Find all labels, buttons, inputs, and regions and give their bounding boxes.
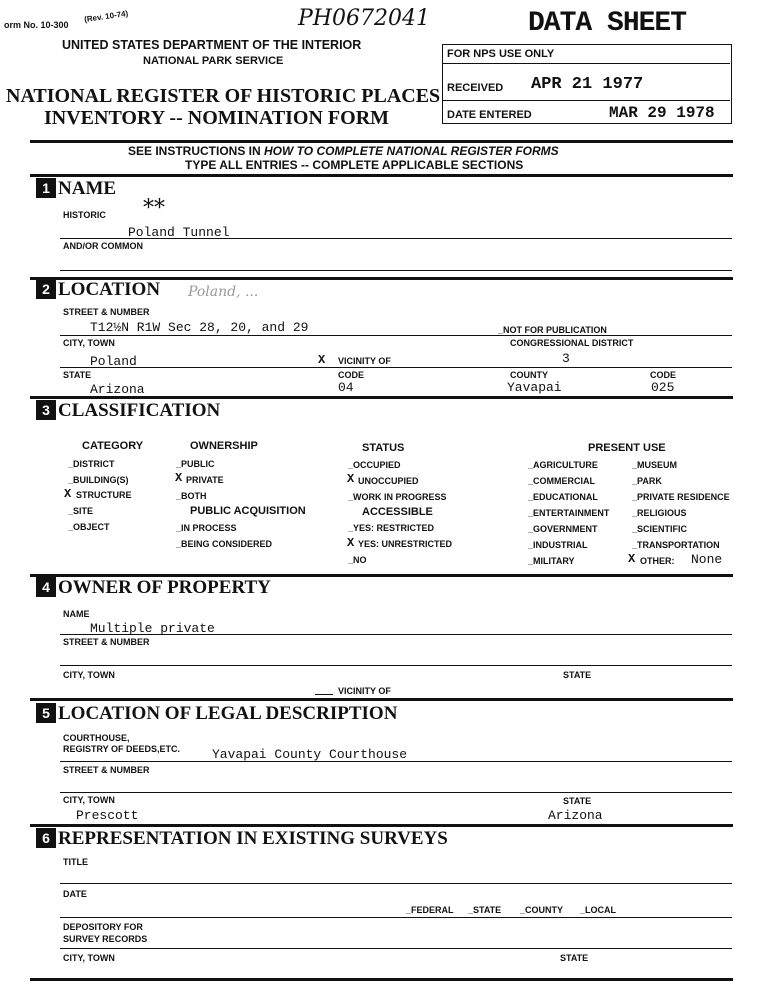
section-number: 5 (36, 703, 56, 723)
survey-records-label: SURVEY RECORDS (63, 934, 148, 944)
registry-of-deeds-label: REGISTRY OF DEEDS,ETC. (63, 744, 181, 754)
instructions-prefix: SEE INSTRUCTIONS IN (128, 144, 265, 158)
use-other-value[interactable]: None (691, 552, 723, 567)
owner-name-label: NAME (63, 609, 90, 619)
instructions-line2: TYPE ALL ENTRIES -- COMPLETE APPLICABLE SECTIONS (185, 158, 524, 172)
unoccupied-checkmark[interactable]: X (347, 472, 355, 486)
category-heading: CATEGORY (82, 440, 144, 452)
owner-street-label: STREET & NUMBER (63, 637, 150, 647)
section-3-heading (36, 400, 220, 422)
legal-city-label: CITY, TOWN (63, 795, 115, 805)
historic-label: HISTORIC (63, 210, 106, 220)
category-site[interactable]: _SITE (68, 506, 94, 516)
field-line (60, 270, 732, 271)
owner-city-label: CITY, TOWN (63, 670, 115, 680)
vicinity-blank[interactable] (315, 694, 333, 695)
status-heading: STATUS (362, 442, 405, 454)
status-work-in-progress[interactable]: _WORK IN PROGRESS (348, 492, 447, 502)
section-title: OWNER OF PROPERTY (58, 577, 271, 598)
street-number-value[interactable]: T12½N R1W Sec 28, 20, and 29 (90, 320, 309, 335)
category-buildings[interactable]: _BUILDING(S) (68, 475, 129, 485)
private-checkmark[interactable]: X (175, 471, 183, 485)
instructions-guide-title: HOW TO COMPLETE NATIONAL REGISTER FORMS (264, 144, 559, 158)
field-line (60, 761, 732, 762)
county-label: COUNTY (510, 370, 548, 380)
vicinity-of-label: VICINITY OF (338, 356, 391, 366)
section-1-heading (36, 178, 116, 200)
unrestricted-checkmark[interactable]: X (347, 536, 355, 550)
street-number-label: STREET & NUMBER (63, 307, 150, 317)
ownership-public[interactable]: _PUBLIC (176, 459, 215, 469)
survey-date-label: DATE (63, 889, 87, 899)
field-line (60, 367, 732, 368)
present-use-heading: PRESENT USE (588, 442, 666, 454)
state-label: STATE (63, 370, 92, 380)
legal-state-label: STATE (563, 796, 592, 806)
use-agriculture[interactable]: _AGRICULTURE (528, 460, 598, 470)
level-county[interactable]: _COUNTY (520, 905, 564, 915)
other-checkmark[interactable]: X (628, 552, 636, 566)
field-line (60, 238, 732, 239)
county-code-label: CODE (650, 370, 677, 380)
section-number: 6 (36, 828, 56, 848)
use-private-residence[interactable]: _PRIVATE RESIDENCE (632, 492, 730, 502)
form-revision: (Rev. 10-74) (83, 8, 129, 25)
use-government[interactable]: _GOVERNMENT (528, 524, 598, 534)
city-town-value[interactable]: Poland (90, 354, 137, 369)
divider (30, 698, 733, 701)
ownership-heading: OWNERSHIP (190, 440, 258, 452)
department-name: UNITED STATES DEPARTMENT OF THE INTERIOR (62, 38, 362, 52)
divider (30, 174, 733, 177)
field-line (60, 335, 732, 336)
legal-city-value[interactable]: Prescott (76, 808, 139, 823)
section-number: 1 (36, 178, 56, 198)
status-occupied[interactable]: _OCCUPIED (348, 460, 401, 470)
use-religious[interactable]: _RELIGIOUS (632, 508, 687, 518)
nps-use-box (442, 44, 732, 124)
use-industrial[interactable]: _INDUSTRIAL (528, 540, 588, 550)
accessible-heading: ACCESSIBLE (362, 506, 433, 518)
county-code-value[interactable]: 025 (651, 380, 675, 395)
courthouse-label: COURTHOUSE, (63, 733, 130, 743)
survey-title-label: TITLE (63, 857, 88, 867)
section-title: LOCATION OF LEGAL DESCRIPTION (58, 703, 398, 724)
structure-checkmark[interactable]: X (64, 487, 72, 501)
section-2-heading (36, 279, 160, 301)
accessible-unrestricted[interactable]: YES: UNRESTRICTED (358, 539, 453, 549)
use-park[interactable]: _PARK (632, 476, 662, 486)
field-line (60, 634, 732, 635)
section-6-heading (36, 828, 448, 850)
instructions-line1 (128, 144, 559, 158)
status-unoccupied[interactable]: UNOCCUPIED (358, 476, 419, 486)
legal-street-label: STREET & NUMBER (63, 765, 150, 775)
received-date: APR 21 1977 (531, 75, 644, 94)
field-line (60, 948, 732, 949)
depository-label: DEPOSITORY FOR (63, 922, 143, 932)
use-educational[interactable]: _EDUCATIONAL (528, 492, 598, 502)
survey-city-label: CITY, TOWN (63, 953, 115, 963)
date-entered-value: MAR 29 1978 (609, 104, 715, 122)
use-entertainment[interactable]: _ENTERTAINMENT (528, 508, 610, 518)
field-line (60, 665, 732, 666)
city-town-label: CITY, TOWN (63, 338, 115, 348)
common-name-label: AND/OR COMMON (63, 241, 143, 251)
data-sheet-stamp: DATA SHEET (528, 8, 687, 39)
state-code-value[interactable]: 04 (338, 380, 354, 395)
nps-use-title: FOR NPS USE ONLY (447, 48, 555, 60)
divider (30, 978, 733, 981)
use-other[interactable]: OTHER: (640, 556, 675, 566)
legal-state-value[interactable]: Arizona (548, 808, 603, 823)
use-military[interactable]: _MILITARY (528, 556, 575, 566)
category-district[interactable]: _DISTRICT (68, 459, 115, 469)
section-number: 2 (36, 279, 56, 299)
level-federal[interactable]: _FEDERAL (406, 905, 454, 915)
accessible-restricted[interactable]: _YES: RESTRICTED (348, 523, 435, 533)
state-value[interactable]: Arizona (90, 382, 145, 397)
section-title: LOCATION (58, 279, 161, 300)
public-acquisition-heading: PUBLIC ACQUISITION (190, 505, 306, 517)
use-transportation[interactable]: _TRANSPORTATION (632, 540, 720, 550)
section-number: 3 (36, 400, 56, 420)
historic-handwritten-mark: ** (143, 196, 165, 221)
form-title-line2: INVENTORY -- NOMINATION FORM (44, 107, 390, 129)
use-commercial[interactable]: _COMMERCIAL (528, 476, 595, 486)
use-scientific[interactable]: _SCIENTIFIC (632, 524, 688, 534)
service-name: NATIONAL PARK SERVICE (143, 55, 284, 67)
state-code-label: CODE (338, 370, 365, 380)
field-line (60, 917, 732, 918)
county-value[interactable]: Yavapai (507, 380, 562, 395)
accessible-no[interactable]: _NO (348, 555, 367, 565)
divider (30, 140, 733, 143)
field-line (60, 792, 732, 793)
congressional-district-label: CONGRESSIONAL DISTRICT (510, 338, 634, 348)
owner-vicinity-label: VICINITY OF (338, 686, 391, 696)
owner-state-label: STATE (563, 670, 592, 680)
ownership-both[interactable]: _BOTH (176, 491, 207, 501)
received-label: RECEIVED (447, 82, 504, 94)
divider (30, 824, 733, 827)
congressional-district-value[interactable]: 3 (562, 351, 570, 366)
form-title-line1: NATIONAL REGISTER OF HISTORIC PLACES (6, 85, 441, 107)
survey-state-label: STATE (560, 953, 589, 963)
vicinity-checkmark[interactable]: X (318, 353, 326, 367)
level-state[interactable]: _STATE (468, 905, 502, 915)
section-number: 4 (36, 577, 56, 597)
section-title: REPRESENTATION IN EXISTING SURVEYS (58, 828, 448, 849)
handwritten-reference-number: PH0672041 (298, 6, 430, 31)
level-local[interactable]: _LOCAL (580, 905, 616, 915)
owner-name-value[interactable]: Multiple private (90, 621, 215, 636)
divider (30, 396, 733, 399)
section-4-heading (36, 577, 271, 599)
acquisition-in-process[interactable]: _IN PROCESS (176, 523, 237, 533)
date-entered-label: DATE ENTERED (447, 109, 532, 121)
ownership-private[interactable]: PRIVATE (186, 475, 224, 485)
category-structure[interactable]: STRUCTURE (76, 490, 132, 500)
section-title: NAME (58, 178, 117, 199)
historic-name-value[interactable]: Poland Tunnel (128, 225, 230, 240)
section-title: CLASSIFICATION (58, 400, 221, 421)
section-5-heading (36, 703, 397, 725)
not-for-publication-label: _NOT FOR PUBLICATION (498, 325, 607, 335)
form-number: orm No. 10-300 (4, 20, 69, 30)
faint-handwritten-note: Poland, ... (188, 284, 259, 300)
use-museum[interactable]: _MUSEUM (632, 460, 678, 470)
courthouse-value[interactable]: Yavapai County Courthouse (212, 747, 408, 762)
category-object[interactable]: _OBJECT (68, 522, 110, 532)
field-line (60, 883, 732, 884)
acquisition-being-considered[interactable]: _BEING CONSIDERED (176, 539, 273, 549)
